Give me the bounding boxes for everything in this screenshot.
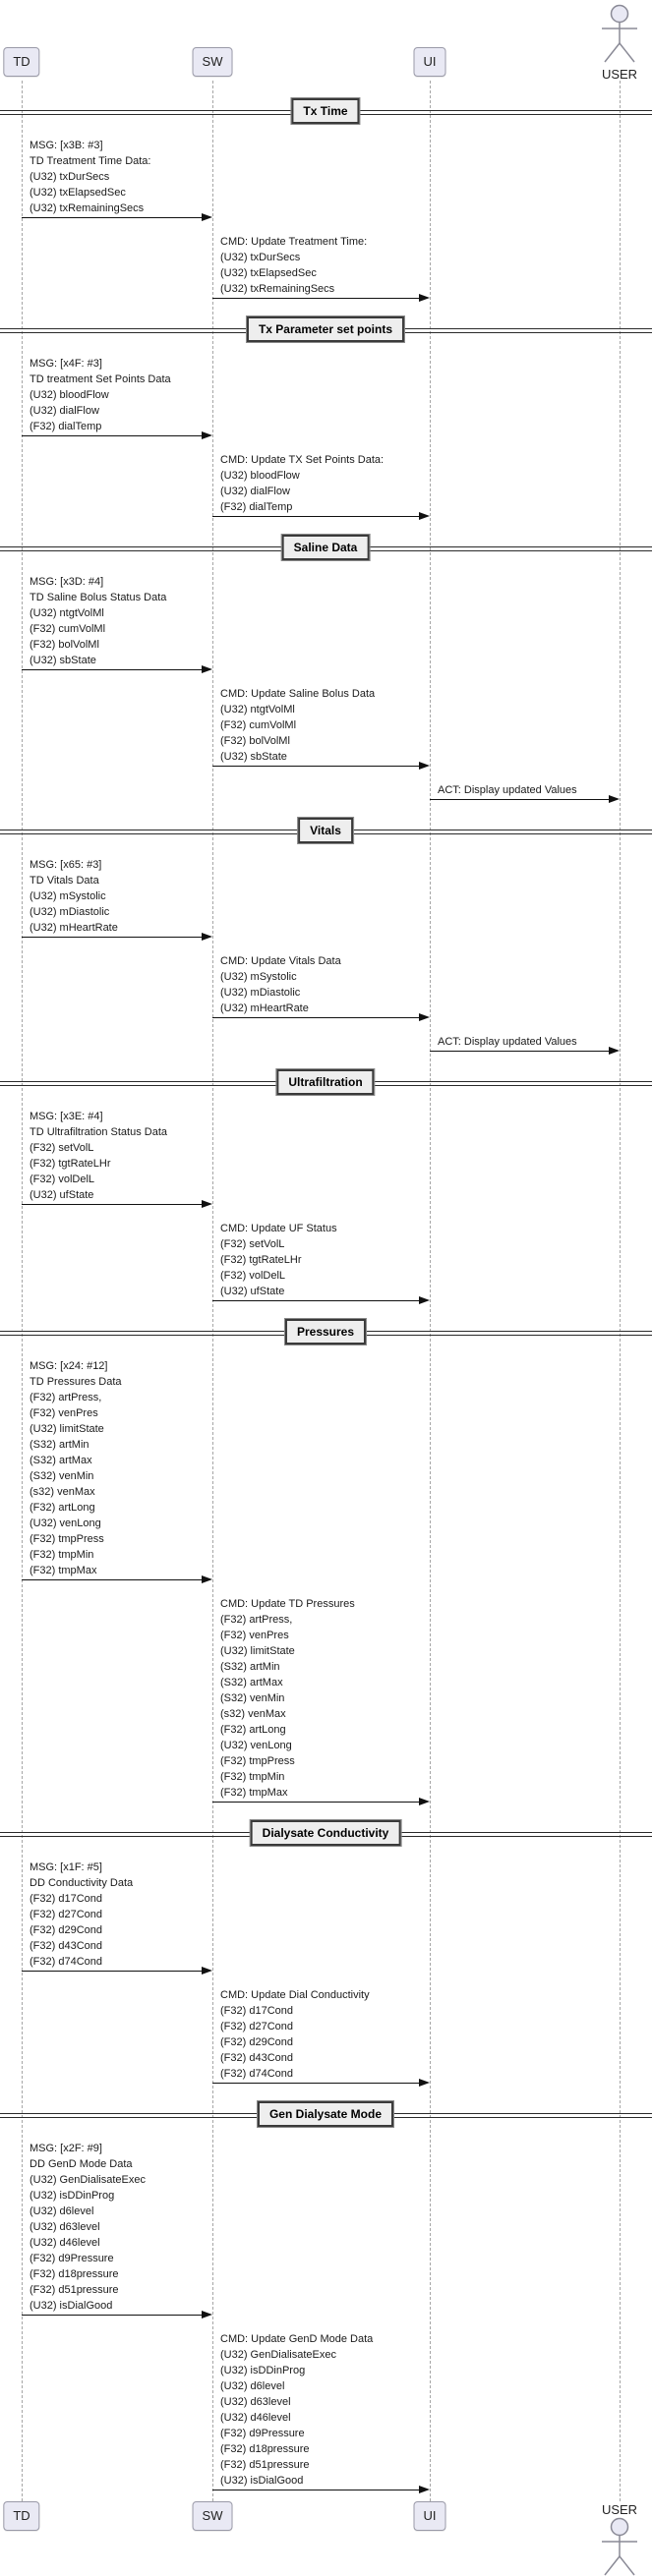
message-arrow — [212, 2083, 420, 2084]
message-line: (F32) d9Pressure — [30, 2253, 114, 2264]
message-line: (F32) setVolL — [30, 1142, 94, 1154]
message-line: (U32) txElapsedSec — [30, 187, 126, 199]
message-line: (U32) mHeartRate — [30, 922, 118, 934]
message-line: (F32) d17Cond — [30, 1893, 102, 1905]
message-line: (F32) bolVolMl — [30, 639, 99, 651]
message-line: TD Vitals Data — [30, 875, 99, 887]
message-line: (F32) volDelL — [220, 1270, 286, 1282]
message-line: (F32) tmpMin — [30, 1549, 94, 1561]
arrowhead-icon — [609, 1047, 620, 1055]
message-line: (F32) bolVolMl — [220, 735, 290, 747]
message-line: TD Treatment Time Data: — [30, 155, 151, 167]
message-line: (U32) ntgtVolMl — [30, 607, 104, 619]
message-line: (U32) d6level — [30, 2205, 94, 2217]
message-arrow — [22, 1204, 203, 1205]
message-line: (F32) d29Cond — [220, 2036, 293, 2048]
message-arrow — [212, 1300, 420, 1301]
message-line: (s32) venMax — [220, 1708, 286, 1720]
arrowhead-icon — [609, 795, 620, 803]
message-line: (U32) d46level — [30, 2237, 100, 2249]
user-actor-label-bottom: USER — [601, 2502, 638, 2517]
section-divider-label: Tx Time — [291, 98, 359, 124]
message-line: (F32) tgtRateLHr — [30, 1158, 111, 1170]
message-line: (U32) isDialGood — [220, 2475, 304, 2487]
message-line: DD GenD Mode Data — [30, 2158, 133, 2170]
message-line: MSG: [x3D: #4] — [30, 576, 104, 588]
message-line: CMD: Update TX Set Points Data: — [220, 454, 385, 466]
message-line: (F32) d27Cond — [30, 1909, 102, 1920]
message-line: (F32) d18pressure — [220, 2443, 310, 2455]
message-line: (U32) d6level — [220, 2380, 285, 2392]
message-line: TD Ultrafiltration Status Data — [30, 1126, 167, 1138]
message-line: MSG: [x65: #3] — [30, 859, 102, 871]
participant-ui-top: UI — [414, 47, 446, 77]
message-arrow — [212, 1802, 420, 1803]
participant-sw-top: SW — [193, 47, 233, 77]
message-text-cmd — [220, 234, 367, 297]
message-text-msg — [30, 1860, 133, 1970]
message-line: (U32) txElapsedSec — [220, 267, 317, 279]
message-line: (U32) mDiastolic — [220, 987, 301, 999]
message-line: (F32) artPress, — [30, 1392, 102, 1403]
message-line: TD Pressures Data — [30, 1376, 122, 1388]
section-divider-label: Dialysate Conductivity — [251, 1820, 401, 1846]
message-line: (F32) artPress, — [220, 1614, 293, 1626]
participant-td-bottom: TD — [3, 2501, 39, 2531]
message-arrow — [212, 1017, 420, 1018]
message-arrow — [212, 298, 420, 299]
message-line: MSG: [x3B: #3] — [30, 140, 103, 151]
lifeline-ui — [430, 81, 431, 2501]
participant-td-top: TD — [3, 47, 39, 77]
message-line: (U32) sbState — [30, 655, 96, 666]
message-line: (S32) venMin — [30, 1470, 94, 1482]
arrowhead-icon — [419, 512, 430, 520]
arrowhead-icon — [202, 1575, 212, 1583]
arrowhead-icon — [419, 2486, 430, 2493]
message-arrow — [430, 1051, 610, 1052]
message-arrow — [212, 766, 420, 767]
message-text-cmd — [220, 686, 375, 765]
message-text-msg — [30, 857, 118, 936]
lifeline-td — [22, 81, 23, 2501]
message-line: CMD: Update Treatment Time: — [220, 236, 368, 248]
message-line: (F32) setVolL — [220, 1238, 285, 1250]
message-line: DD Conductivity Data — [30, 1877, 134, 1889]
message-line: (F32) d74Cond — [30, 1956, 102, 1968]
message-line: (F32) volDelL — [30, 1174, 95, 1185]
message-line: (U32) GenDialisateExec — [220, 2349, 336, 2361]
message-line: ACT: Display updated Values — [438, 1036, 577, 1048]
lifeline-user — [620, 81, 621, 2501]
message-line: (F32) cumVolMl — [30, 623, 106, 635]
arrowhead-icon — [202, 213, 212, 221]
message-line: (F32) d29Cond — [30, 1924, 102, 1936]
section-divider-label: Pressures — [285, 1319, 366, 1345]
arrowhead-icon — [419, 1296, 430, 1304]
user-actor-icon-bottom — [590, 2515, 649, 2576]
message-line: (F32) artLong — [220, 1724, 286, 1736]
arrowhead-icon — [419, 294, 430, 302]
message-line: (F32) d27Cond — [220, 2021, 293, 2032]
message-text-cmd — [220, 953, 341, 1016]
message-line: (U32) txDurSecs — [220, 252, 301, 263]
message-line: (U32) GenDialisateExec — [30, 2174, 146, 2186]
message-line: (F32) d18pressure — [30, 2268, 119, 2280]
message-arrow — [22, 217, 203, 218]
message-arrow — [22, 669, 203, 670]
message-text-msg — [30, 1358, 122, 1578]
message-line: (F32) venPres — [220, 1630, 289, 1641]
message-line: (F32) tmpMax — [30, 1565, 97, 1576]
message-line: (F32) tmpMax — [220, 1787, 288, 1799]
arrowhead-icon — [419, 1013, 430, 1021]
message-line: (F32) dialTemp — [30, 421, 102, 432]
message-line: (S32) artMax — [220, 1677, 283, 1689]
message-text-cmd — [220, 452, 384, 515]
message-line: MSG: [x3E: #4] — [30, 1111, 103, 1122]
message-line: ACT: Display updated Values — [438, 784, 577, 796]
message-line: (U32) txRemainingSecs — [220, 283, 335, 295]
message-text-cmd — [220, 1221, 337, 1299]
user-actor-label-top: USER — [601, 67, 638, 82]
message-line: (U32) txRemainingSecs — [30, 202, 145, 214]
message-line: (S32) venMin — [220, 1692, 285, 1704]
message-line: CMD: Update UF Status — [220, 1223, 337, 1234]
message-text-msg — [30, 1109, 167, 1203]
message-line: TD treatment Set Points Data — [30, 373, 171, 385]
message-line: (U32) d63level — [30, 2221, 100, 2233]
message-line: (F32) artLong — [30, 1502, 95, 1514]
message-line: CMD: Update GenD Mode Data — [220, 2333, 374, 2345]
arrowhead-icon — [419, 762, 430, 770]
message-line: MSG: [x1F: #5] — [30, 1861, 102, 1873]
user-actor-icon-top — [590, 2, 649, 67]
message-line: (F32) d74Cond — [220, 2068, 293, 2080]
message-line: (U32) venLong — [30, 1517, 101, 1529]
message-arrow — [22, 1971, 203, 1972]
message-text-cmd — [220, 2331, 373, 2489]
message-line: (F32) venPres — [30, 1407, 98, 1419]
section-divider-label: Vitals — [298, 818, 353, 843]
message-line: (U32) d63level — [220, 2396, 291, 2408]
message-line: MSG: [x24: #12] — [30, 1360, 108, 1372]
section-divider-label: Ultrafiltration — [276, 1069, 374, 1095]
message-text-msg — [30, 574, 166, 668]
message-line: (F32) d51pressure — [220, 2459, 310, 2471]
message-text-msg — [30, 138, 150, 216]
message-line: (U32) limitState — [220, 1645, 295, 1657]
message-text-msg — [30, 2141, 146, 2314]
message-line: (S32) artMax — [30, 1455, 92, 1466]
message-line: (U32) ufState — [220, 1286, 285, 1297]
participant-sw-bottom: SW — [193, 2501, 233, 2531]
message-text-act — [438, 1034, 577, 1050]
section-divider-label: Saline Data — [282, 535, 370, 560]
message-line: (s32) venMax — [30, 1486, 95, 1498]
arrowhead-icon — [202, 2311, 212, 2318]
message-line: (U32) bloodFlow — [30, 389, 109, 401]
message-line: (U32) sbState — [220, 751, 287, 763]
message-line: (U32) d46level — [220, 2412, 291, 2424]
message-line: (U32) mHeartRate — [220, 1002, 309, 1014]
message-text-cmd — [220, 1596, 355, 1801]
message-text-cmd — [220, 1987, 370, 2082]
message-line: (U32) isDDinProg — [220, 2365, 306, 2376]
message-line: (F32) tmpPress — [220, 1755, 295, 1767]
message-line: (U32) ntgtVolMl — [220, 704, 295, 716]
arrowhead-icon — [202, 1200, 212, 1208]
message-line: (U32) isDialGood — [30, 2300, 113, 2312]
message-line: (F32) cumVolMl — [220, 719, 297, 731]
message-line: (F32) tgtRateLHr — [220, 1254, 302, 1266]
message-line: (U32) mSystolic — [220, 971, 297, 983]
message-line: (U32) ufState — [30, 1189, 94, 1201]
message-line: (U32) txDurSecs — [30, 171, 110, 183]
message-line: CMD: Update Vitals Data — [220, 955, 341, 967]
arrowhead-icon — [202, 665, 212, 673]
message-line: CMD: Update Dial Conductivity — [220, 1989, 370, 2001]
message-arrow — [22, 435, 203, 436]
message-line: (S32) artMin — [30, 1439, 89, 1451]
arrowhead-icon — [202, 1967, 212, 1975]
message-line: (F32) d43Cond — [30, 1940, 102, 1952]
message-line: (F32) d51pressure — [30, 2284, 119, 2296]
arrowhead-icon — [419, 1798, 430, 1805]
message-arrow — [22, 1579, 203, 1580]
lifeline-sw — [212, 81, 213, 2501]
message-line: (F32) d43Cond — [220, 2052, 293, 2064]
message-text-msg — [30, 356, 171, 434]
message-line: (U32) venLong — [220, 1740, 292, 1751]
message-line: (U32) mDiastolic — [30, 906, 110, 918]
message-line: (U32) limitState — [30, 1423, 104, 1435]
message-arrow — [212, 516, 420, 517]
message-arrow — [22, 2315, 203, 2316]
message-line: (F32) tmpPress — [30, 1533, 104, 1545]
message-line: (U32) bloodFlow — [220, 470, 300, 482]
message-line: (U32) dialFlow — [30, 405, 99, 417]
arrowhead-icon — [202, 933, 212, 941]
arrowhead-icon — [202, 431, 212, 439]
message-line: (F32) d9Pressure — [220, 2428, 305, 2439]
participant-ui-bottom: UI — [414, 2501, 446, 2531]
message-text-act — [438, 782, 577, 798]
section-divider-label: Tx Parameter set points — [247, 316, 404, 342]
arrowhead-icon — [419, 2079, 430, 2087]
message-arrow — [430, 799, 610, 800]
message-line: TD Saline Bolus Status Data — [30, 592, 167, 603]
message-line: CMD: Update Saline Bolus Data — [220, 688, 376, 700]
message-line: (U32) mSystolic — [30, 890, 106, 902]
message-line: (S32) artMin — [220, 1661, 280, 1673]
message-line: MSG: [x4F: #3] — [30, 358, 102, 370]
message-line: (F32) d17Cond — [220, 2005, 293, 2017]
message-line: CMD: Update TD Pressures — [220, 1598, 355, 1610]
message-arrow — [22, 937, 203, 938]
message-line: (U32) isDDinProg — [30, 2190, 115, 2202]
message-line: (F32) dialTemp — [220, 501, 293, 513]
section-divider-label: Gen Dialysate Mode — [258, 2101, 393, 2127]
message-line: (U32) dialFlow — [220, 486, 290, 497]
message-line: MSG: [x2F: #9] — [30, 2143, 102, 2154]
message-line: (F32) tmpMin — [220, 1771, 285, 1783]
